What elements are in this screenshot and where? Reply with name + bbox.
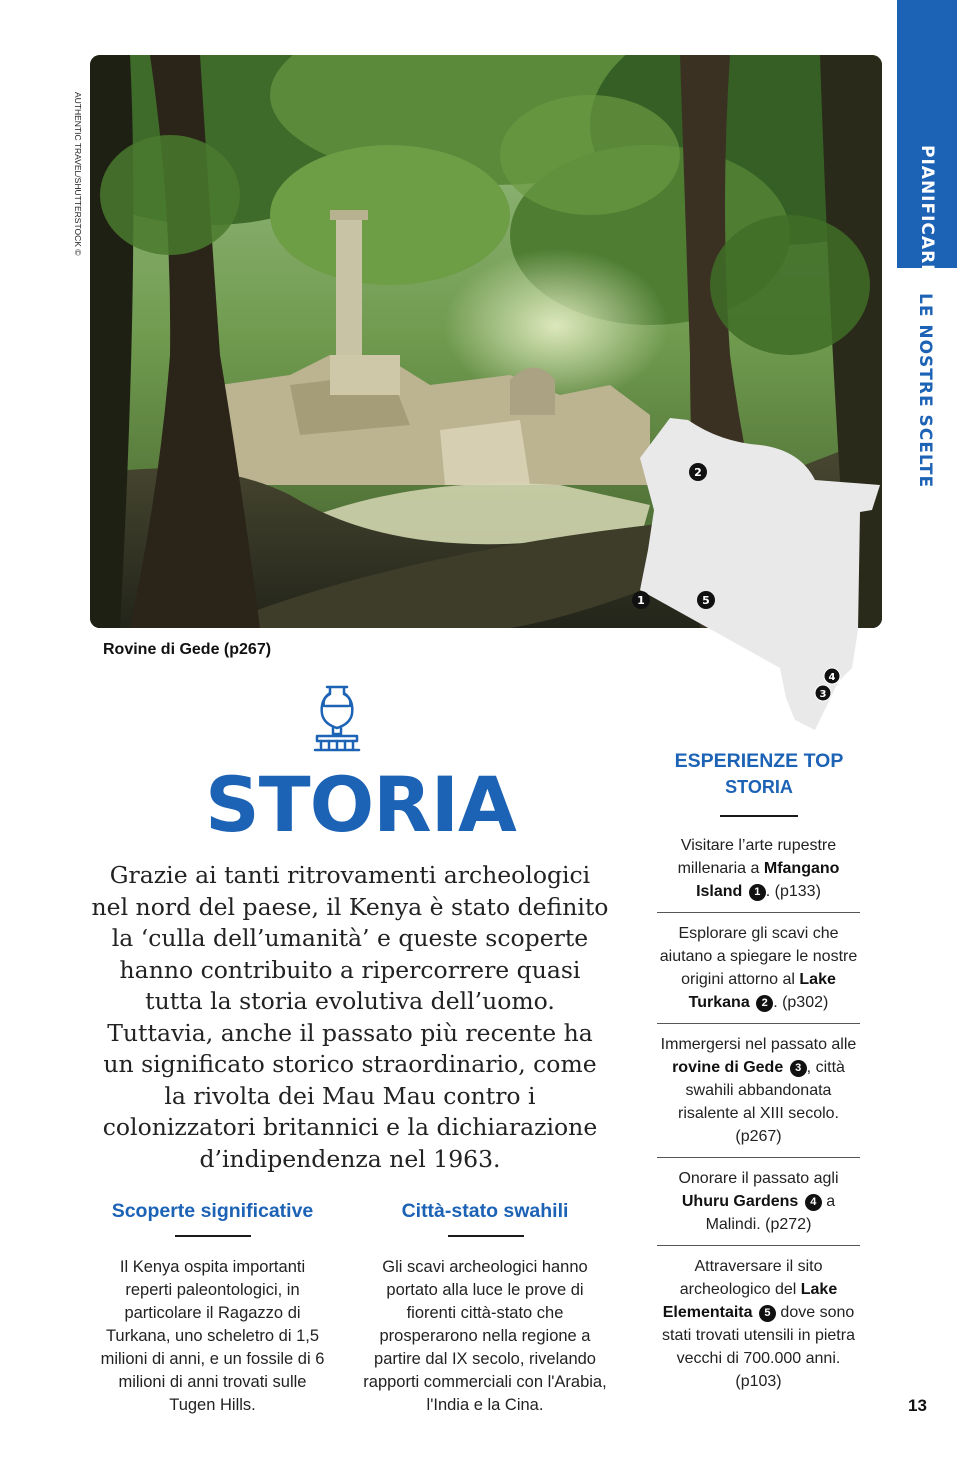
list-item: Onorare il passato agli Uhuru Gardens 4 a Malindi. (p272): [657, 1158, 860, 1246]
number-badge: 5: [759, 1305, 776, 1322]
list-item: Attraversare il sito archeologico del Lake Elementaita 5 dove sono stati trovati utensili in pietra vecchi di 700.000 anni. (p103): [662, 1258, 855, 1390]
kenya-shape: [640, 418, 880, 730]
map-marker-3: [815, 685, 831, 701]
svg-text:4: 4: [828, 672, 836, 683]
place-name: Lake Elementaita: [662, 1281, 838, 1321]
map-marker-5: [697, 591, 715, 609]
map-marker-1: [632, 591, 650, 609]
column-text-city-states: Gli scavi archeologici hanno portato alla luce le prove di fiorenti città-stato che prosperarono nella regione a partire dal IX secolo, rivelando rapporti commerciali con l'Arabia, l'India e la Cina.: [363, 1258, 607, 1414]
section-tab-label: PIANIFICARE: [917, 145, 937, 277]
photo-caption: Rovine di Gede (p267): [103, 641, 272, 658]
svg-text:5: 5: [702, 594, 710, 607]
page-title: STORIA: [205, 760, 516, 849]
place-name: Mfangano Island: [696, 860, 840, 900]
place-name: rovine di Gede: [672, 1059, 784, 1076]
list-item: Immergersi nel passato alle rovine di Gede 3 , città swahili abbandonata risalente al XIII secolo. (p267): [657, 1024, 860, 1158]
number-badge: 4: [805, 1194, 822, 1211]
list-item: Esplorare gli scavi che aiutano a spiegare le nostre origini attorno al Lake Turkana 2 . (p302): [657, 913, 860, 1024]
page-number: 13: [908, 1396, 927, 1415]
svg-text:3: 3: [819, 689, 827, 700]
top-experiences-subheading: STORIA: [725, 777, 793, 797]
kenya-map: [610, 400, 880, 740]
subsection-label: LE NOSTRE SCELTE: [915, 293, 935, 489]
place-name: Lake Turkana: [688, 971, 836, 1011]
map-marker-2: [689, 463, 707, 481]
column-divider: [175, 1235, 251, 1237]
place-name: Uhuru Gardens: [681, 1193, 799, 1210]
svg-text:2: 2: [694, 466, 702, 479]
svg-text:1: 1: [637, 594, 645, 607]
list-item: Visitare l’arte rupestre millenaria a Mfangano Island 1 . (p133): [657, 826, 860, 913]
number-badge: 2: [756, 995, 773, 1012]
number-badge: 1: [749, 884, 766, 901]
map-marker-4: [824, 668, 840, 684]
photo-credit: AUTHENTIC TRAVEL/SHUTTERSTOCK ©: [73, 92, 83, 256]
top-experiences-list: [657, 826, 860, 1402]
intro-paragraph: Grazie ai tanti ritrovamenti archeologici nel nord del paese, il Kenya è stato definito la ‘culla dell’umanità’ e queste scoperte hanno contribuito a ripercorrere quasi tutta la storia evolutiva dell’uomo. Tuttavia, anche il passato più recente ha un significato storico straordinario, come la rivolta dei Mau Mau contro i colonizzatori britannici e la dichiarazione d’indipendenza nel 1963.: [91, 861, 609, 1173]
top-experiences-heading: ESPERIENZE TOP: [674, 750, 844, 772]
top-experiences-divider: [720, 815, 798, 817]
column-heading-city-states: Città-stato swahili: [401, 1200, 569, 1222]
column-text-discoveries: Il Kenya ospita importanti reperti paleontologici, in particolare il Ragazzo di Turkana, uno scheletro di 1,5 milioni di anni, e un fossile di 6 milioni di anni trovati sulle Tugen Hills.: [100, 1258, 325, 1414]
amphora-icon: [312, 684, 362, 752]
number-badge: 3: [790, 1060, 807, 1077]
column-heading-discoveries: Scoperte significative: [111, 1200, 314, 1222]
column-divider: [448, 1235, 524, 1237]
